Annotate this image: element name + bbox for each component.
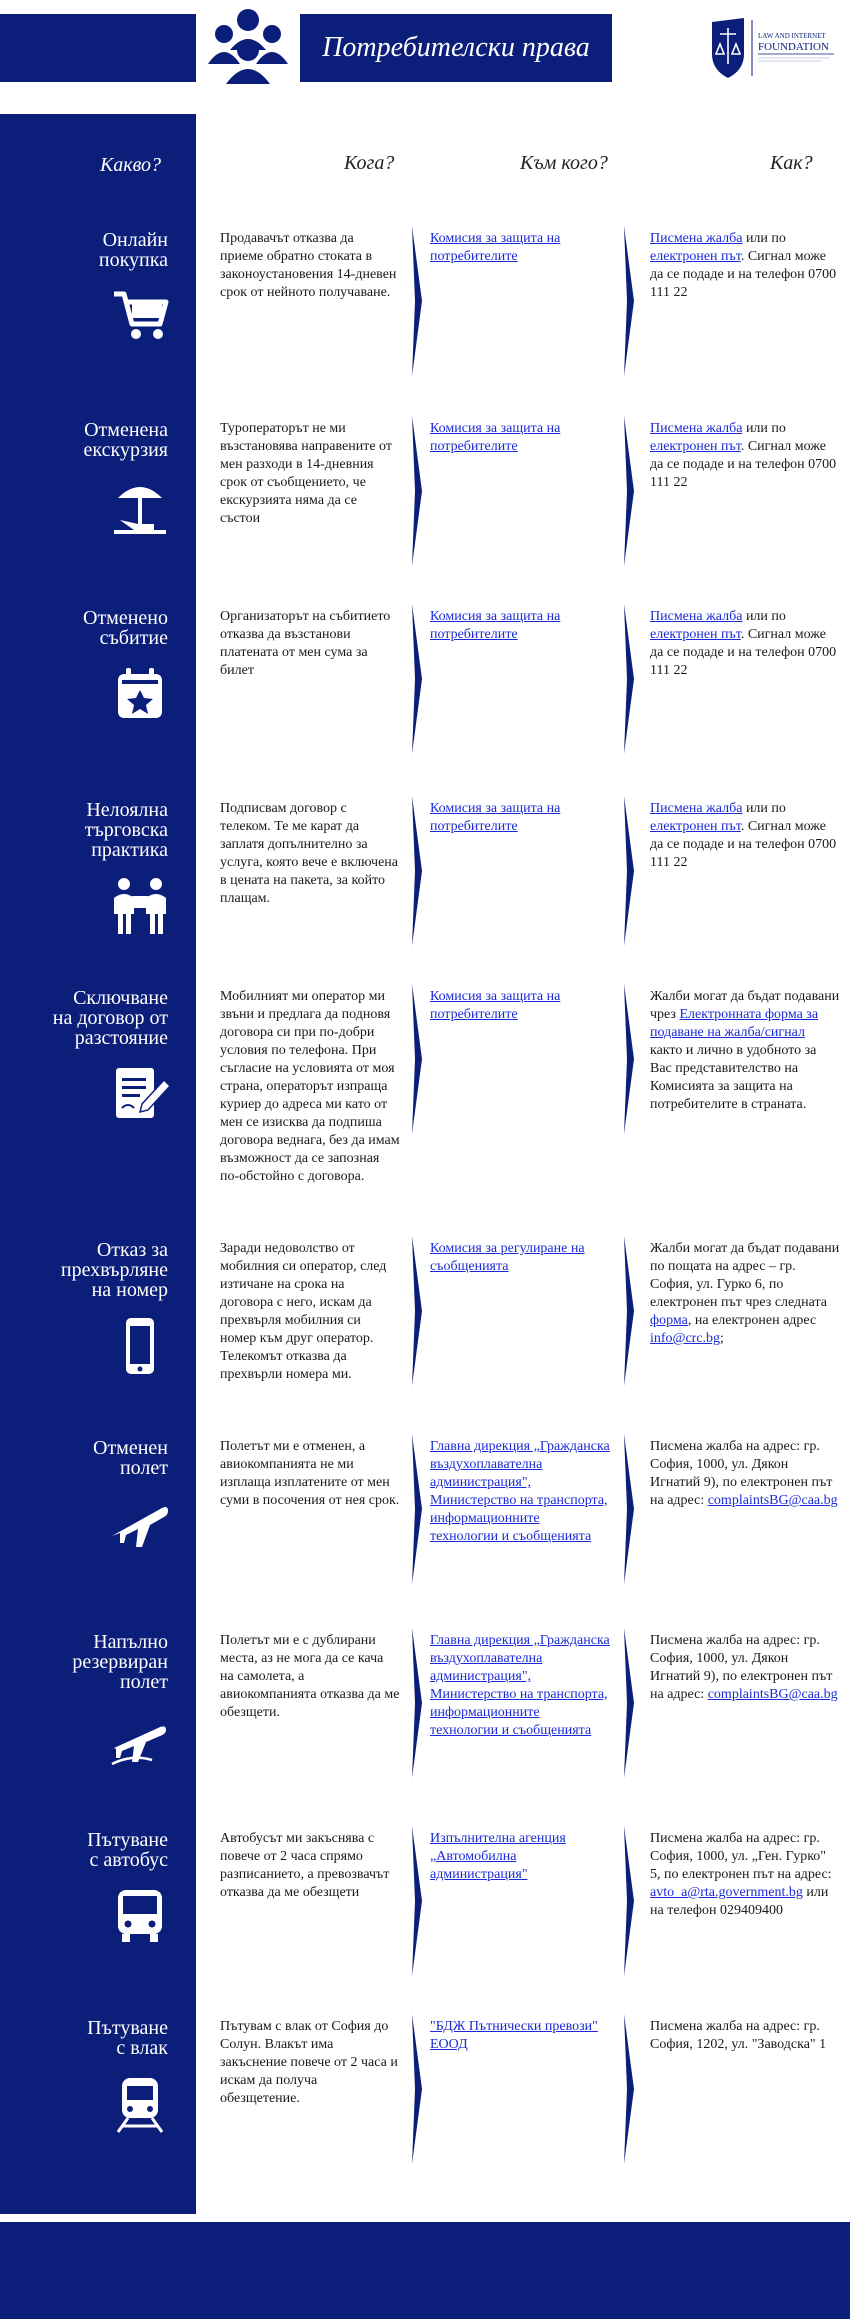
row-title (0, 800, 168, 860)
row-title (0, 1830, 168, 1870)
how-text: , на електронен адрес (687, 1313, 817, 1328)
how-link[interactable]: Писмена жалба (650, 231, 743, 246)
how-text: . Сигнал може да се подаде и на телефон 0700 111 22 (650, 627, 837, 678)
footer-line: професионална дейност, и всяко физическо лице, което като страна по договор действа извън рамките на своята търговска или професионална дейност. (206, 2247, 779, 2257)
chevron-divider (624, 416, 634, 571)
beach-umbrella-icon (108, 474, 172, 538)
how-link[interactable]: електронен път (650, 439, 741, 454)
how-text: . Сигнал може да се подаде и на телефон 0700 111 22 (650, 819, 837, 870)
page-title-text: Потребителски права (322, 32, 590, 63)
cell-when: Полетът ми е с дублирани места, аз не мога да се кача на самолета, а авиокомпанията отказва да ме обезщети. (220, 1633, 400, 1720)
cell-how (650, 1632, 840, 1704)
how-link[interactable]: форма (650, 1313, 688, 1328)
chevron-divider (412, 2014, 422, 2169)
row-title-line: прехвърляне (60, 1259, 168, 1281)
row-title-line: полет (119, 1671, 168, 1693)
cell-when: Туроператорът не ми възстановява направените от мен разходи в 14-дневния срок от съобщението, че екскурзията няма да се състои (220, 421, 392, 526)
cell-authority-link[interactable]: Главна дирекция „Гражданска въздухоплавателна администрация", Министерство на транспорта, информационните технологии и съобщенията (430, 1633, 610, 1738)
chevron-divider (412, 1236, 422, 1391)
how-link[interactable]: Електронната форма за подаване на жалба/сигнал (650, 1007, 819, 1040)
chevron-divider (624, 1826, 634, 1981)
cell-when: Подписвам договор с телеком. Те ме карат да заплатя допълнително за услуга, която вече е включена в цената на пакета, за който плащам. (220, 801, 399, 906)
chevron-divider (412, 1434, 422, 1589)
cell-authority-link[interactable]: Комисия за регулиране на съобщенията (430, 1241, 585, 1274)
column-header-what: Какво? (100, 154, 162, 176)
how-link[interactable]: електронен път (650, 249, 741, 264)
how-text: Писмена жалба на адрес: гр. София, 1000, ул. Дякон Игнатий 9), по електронен път на адрес: (650, 1633, 833, 1702)
row-title (0, 1632, 168, 1692)
row-title-line: Пътуване (87, 1829, 168, 1851)
how-link[interactable]: Писмена жалба (650, 421, 743, 436)
cell-how (650, 988, 840, 1114)
how-text: . Сигнал може да се подаде и на телефон 0700 111 22 (650, 439, 837, 490)
how-link[interactable]: complaintsBG@caa.bg (707, 1687, 838, 1702)
row-title-line: Отменена (84, 419, 168, 441)
row-title-line: на номер (91, 1279, 168, 1301)
footer-line: Таблицата не претендира за изчерпателност, а илюстрира с примери кога и по какъв начин може да търсим защита на нашите потребителски права. (206, 2263, 770, 2273)
how-text: Жалби могат да бъдат подавани по пощата на адрес – гр. София, ул. Гурко 6, по електронен път чрез следната (650, 1241, 840, 1310)
how-text: Писмена жалба на адрес: гр. София, 1000, ул. „Ген. Гурко" 5, по електронен път на адрес: (650, 1831, 832, 1882)
how-text: или по (742, 609, 786, 624)
row-title-line: Отменен (93, 1437, 168, 1459)
airplane-takeoff-icon (108, 1706, 172, 1770)
row-title (0, 988, 168, 1048)
cell-when: Мобилният ми оператор ми звъни и предлага да подновя договора си при по-добри условия по телефона. При съгласие на условията от моя страна, операторът изпраща куриер до адреса ми като от мен се изисква да подпиша договора веднага, без да имам възможност да се запозная по-обстойно с договора. (220, 989, 400, 1184)
cell-authority-link[interactable]: Комисия за защита на потребителите (430, 231, 561, 264)
chevron-divider (412, 1826, 422, 1981)
row-title-line: на договор от (52, 1007, 168, 1029)
how-text: или на телефон 029409400 (650, 1885, 829, 1918)
how-text: или по (742, 421, 786, 436)
calendar-star-icon (108, 662, 172, 726)
contract-pen-icon (108, 1062, 172, 1126)
cell-when: Автобусът ми закъснява с повече от 2 часа спрямо разписанието, а превозвачът отказва да ме обезщети (220, 1831, 390, 1900)
row-title-line: с автобус (89, 1849, 168, 1871)
row-title-line: Нелоялна (86, 799, 168, 821)
chevron-divider (624, 1628, 634, 1783)
people-group-icon (204, 6, 292, 86)
row-title-line: Отказ за (96, 1239, 168, 1261)
how-text: Писмена жалба на адрес: гр. София, 1202, ул. "Заводска" 1 (650, 2019, 827, 2052)
chevron-divider (624, 2014, 634, 2169)
row-title-line: търговска (84, 819, 168, 841)
chevron-divider (624, 604, 634, 759)
row-title (0, 1240, 168, 1300)
how-link[interactable]: електронен път (650, 819, 741, 834)
cell-when: Продавачът отказва да приеме обратно стоката в законоустановения 14-дневен срок от нейното получаване. (220, 231, 397, 300)
column-header-how: Как? (770, 152, 813, 174)
row-title (0, 420, 168, 460)
cell-how (650, 230, 840, 302)
cell-how (650, 1240, 840, 1348)
footer-notes (206, 2228, 836, 2292)
how-text: Жалби могат да бъдат подавани чрез (650, 989, 840, 1022)
row-title-line: практика (91, 839, 168, 861)
column-header-to-whom: Към кого? (520, 152, 608, 174)
chevron-divider (412, 416, 422, 571)
row-title-line: Сключване (73, 987, 168, 1009)
cell-how (650, 1438, 840, 1510)
how-link[interactable]: Писмена жалба (650, 609, 743, 624)
row-title-line: резервиран (72, 1651, 168, 1673)
chevron-divider (624, 984, 634, 1139)
row-title-line: полет (119, 1457, 168, 1479)
header-bar-left (0, 14, 196, 82)
how-link[interactable]: complaintsBG@caa.bg (707, 1493, 838, 1508)
shopping-cart-icon (108, 284, 172, 348)
row-title-line: Отменено (83, 607, 168, 629)
column-header-when: Кога? (344, 152, 395, 174)
cell-how (650, 420, 840, 492)
how-text: както и лично в удобното за Вас представителство на Комисията за защита на потребителите в страната. (650, 1043, 817, 1112)
smartphone-icon (108, 1314, 172, 1378)
row-title-line: Онлайн (102, 229, 168, 251)
chevron-divider (624, 1236, 634, 1391)
bus-icon (108, 1884, 172, 1948)
row-title-line: разстояние (74, 1027, 168, 1049)
cell-how (650, 1830, 840, 1920)
cell-when: Пътувам с влак от София до Солун. Влакът има закъснение повече от 2 часа и искам да получа обезщетение. (220, 2019, 398, 2106)
how-text: . Сигнал може да се подаде и на телефон 0700 111 22 (650, 249, 837, 300)
cell-authority-link[interactable]: Комисия за защита на потребителите (430, 989, 561, 1022)
cell-authority-link[interactable]: Комисия за защита на потребителите (430, 609, 561, 642)
chevron-divider (412, 226, 422, 381)
how-text: Писмена жалба на адрес: гр. София, 1000, ул. Дякон Игнатий 9), по електронен път на адрес: (650, 1439, 833, 1508)
row-title (0, 608, 168, 648)
cell-when: Организаторът на събитието отказва да възстанови платената от мен сума за билет (220, 609, 391, 678)
how-text: ; (720, 1331, 724, 1346)
row-title-line: Напълно (93, 1631, 168, 1653)
cell-how (650, 2018, 840, 2054)
row-title-line: екскурзия (83, 439, 168, 461)
row-title-line: събитие (99, 627, 168, 649)
row-title-line: покупка (98, 249, 168, 271)
how-link[interactable]: Писмена жалба (650, 801, 743, 816)
chevron-divider (624, 796, 634, 951)
how-text: или по (742, 231, 786, 246)
row-title-line: Пътуване (87, 2017, 168, 2039)
logo-line-2: FOUNDATION (758, 41, 829, 53)
people-exchange-icon (108, 874, 172, 938)
cell-authority-link[interactable]: "БДЖ Пътнически превози" ЕООД (430, 2019, 598, 2052)
airplane-icon (108, 1492, 172, 1556)
how-text: или по (742, 801, 786, 816)
footer-line: „Потребител" е всяко физическо лице, което придобива стоки или ползва услуги, които не са предназначени за извършване на търговска или (206, 2231, 727, 2241)
chevron-divider (624, 1434, 634, 1589)
cell-when: Заради недоволство от мобилния си оператор, след изтичане на срока на договора с него, искам да прехвърля мобилния си номер към друг оператор. Телекомът отказва да прехвърли номера ми. (220, 1241, 387, 1382)
chevron-divider (624, 226, 634, 381)
row-title-line: с влак (116, 2037, 168, 2059)
chevron-divider (412, 1628, 422, 1783)
cell-how (650, 800, 840, 872)
how-link[interactable]: avto_a@rta.government.bg (650, 1885, 803, 1900)
how-link[interactable]: електронен път (650, 627, 741, 642)
chevron-divider (412, 984, 422, 1139)
train-icon (108, 2072, 172, 2136)
row-title (0, 2018, 168, 2058)
cell-authority-link[interactable]: Изпълнителна агенция „Автомобилна администрация" (430, 1831, 566, 1882)
row-title (0, 1438, 168, 1478)
chevron-divider (412, 796, 422, 951)
row-title (0, 230, 168, 270)
footer-line: Тя може да бъде актуализирана при промени на приложимото законодателство. (206, 2279, 508, 2289)
cell-when: Полетът ми е отменен, а авиокомпанията не ми изплаща изплатените от мен суми в посочения от нея срок. (220, 1439, 400, 1508)
logo-line-1: LAW AND INTERNET (758, 32, 826, 40)
page-title (300, 14, 612, 82)
cell-authority-link[interactable]: Комисия за защита на потребителите (430, 421, 561, 454)
foundation-logo (706, 14, 836, 82)
cell-authority-link[interactable]: Главна дирекция „Гражданска въздухоплавателна администрация", Министерство на транспорта, информационните технологии и съобщенията (430, 1439, 610, 1544)
cell-authority-link[interactable]: Комисия за защита на потребителите (430, 801, 561, 834)
cell-how (650, 608, 840, 680)
how-link[interactable]: info@crc.bg (650, 1331, 721, 1346)
chevron-divider (412, 604, 422, 759)
